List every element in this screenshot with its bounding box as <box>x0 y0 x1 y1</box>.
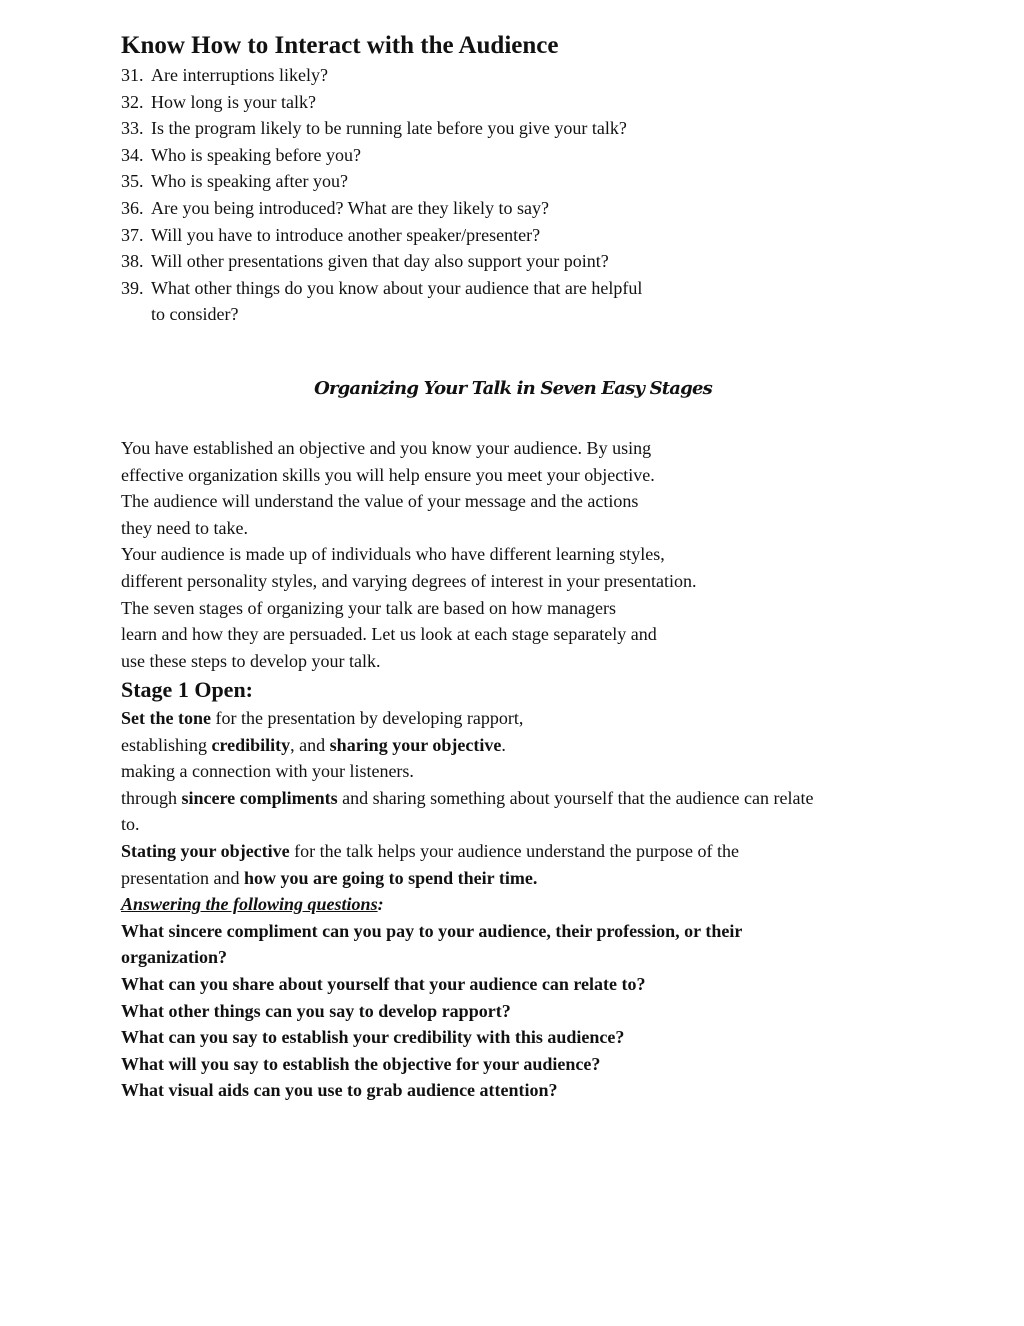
list-item <box>121 62 921 89</box>
item-text: Who is speaking before you? <box>151 144 361 165</box>
bold-phrase: how you are going to spend their time. <box>243 867 538 888</box>
item-text: Are you being introduced? What are they likely to say? <box>151 197 550 218</box>
text-run: , and <box>290 734 330 755</box>
stage-line <box>121 838 921 865</box>
prompt-line: What sincere compliment can you pay to your audience, their profession, or their <box>121 920 743 941</box>
text-run: through <box>121 787 182 808</box>
list-item-continuation: to consider? <box>151 304 239 325</box>
list-item <box>121 168 921 195</box>
answer-colon: : <box>377 894 384 915</box>
item-text: Will other presentations given that day also support your point? <box>151 251 609 272</box>
intro-paragraph <box>121 435 921 674</box>
prompt-line: What other things can you say to develop rapport? <box>121 1000 511 1021</box>
stage-line <box>121 732 921 759</box>
list-item <box>121 275 921 302</box>
item-number: 39. <box>121 277 144 298</box>
paragraph-line: The seven stages of organizing your talk are based on how managers <box>121 597 617 618</box>
bold-phrase: credibility <box>211 734 291 755</box>
bold-phrase: sincere compliments <box>181 787 338 808</box>
item-number: 38. <box>121 251 144 272</box>
answer-label-line <box>121 891 921 918</box>
list-item <box>121 248 921 275</box>
text-run: establishing <box>121 734 212 755</box>
paragraph-line: effective organization skills you will help ensure you meet your objective. <box>121 464 655 485</box>
item-text: How long is your talk? <box>151 91 316 112</box>
list-item <box>121 195 921 222</box>
stage-section <box>121 675 921 1104</box>
stage-heading: Stage 1 Open: <box>121 677 253 702</box>
list-item <box>121 142 921 169</box>
document-page <box>121 30 921 1101</box>
text-run: for the talk helps your audience understand the purpose of the <box>289 840 740 861</box>
prompt-line: What can you share about yourself that your audience can relate to? <box>121 973 646 994</box>
item-number: 37. <box>121 224 144 245</box>
question-list <box>121 62 921 328</box>
item-text: Are interruptions likely? <box>151 65 328 85</box>
bold-phrase: sharing your objective <box>329 734 502 755</box>
section-title: Organizing Your Talk in Seven Easy Stages <box>314 378 712 399</box>
item-text: Who is speaking after you? <box>151 171 348 192</box>
page-heading: Know How to Interact with the Audience <box>121 32 559 59</box>
stage-line <box>121 785 921 812</box>
prompt-line: What can you say to establish your credibility with this audience? <box>121 1027 625 1048</box>
stage-line <box>121 705 921 732</box>
paragraph-line: Your audience is made up of individuals who have different learning styles, <box>121 544 665 565</box>
list-item <box>121 222 921 249</box>
text-run: presentation and <box>121 867 244 888</box>
prompt-line: What will you say to establish the objective for your audience? <box>121 1053 601 1074</box>
item-text: Is the program likely to be running late before you give your talk? <box>151 118 627 139</box>
paragraph-line: they need to take. <box>121 517 248 538</box>
paragraph-line: The audience will understand the value of your message and the actions <box>121 491 639 512</box>
item-text: What other things do you know about your audience that are helpful <box>151 277 643 298</box>
list-item <box>121 115 921 142</box>
paragraph-line: different personality styles, and varying degrees of interest in your presentation. <box>121 570 697 591</box>
answer-label: Answering the following questions <box>121 894 378 915</box>
item-text: Will you have to introduce another speaker/presenter? <box>151 224 541 245</box>
item-number: 31. <box>121 65 144 85</box>
text-run: . <box>501 734 506 755</box>
bold-phrase: Stating your objective <box>121 840 290 861</box>
paragraph-line: learn and how they are persuaded. Let us look at each stage separately and <box>121 624 657 645</box>
item-number: 36. <box>121 197 144 218</box>
text-run: for the presentation by developing rapport, <box>210 708 524 728</box>
paragraph-line: use these steps to develop your talk. <box>121 650 381 671</box>
bold-phrase: Set the tone <box>121 708 211 728</box>
item-number: 34. <box>121 144 144 165</box>
paragraph-line: You have established an objective and you know your audience. By using <box>121 438 652 458</box>
text-run: and sharing something about yourself that the audience can relate <box>337 787 814 808</box>
item-number: 32. <box>121 91 144 112</box>
prompt-line: What visual aids can you use to grab audience attention? <box>121 1080 558 1101</box>
stage-line: to. <box>121 814 140 835</box>
stage-line <box>121 865 921 892</box>
list-item <box>121 89 921 116</box>
item-number: 35. <box>121 171 144 192</box>
prompt-line: organization? <box>121 947 227 968</box>
item-number: 33. <box>121 118 144 139</box>
stage-line: making a connection with your listeners. <box>121 761 414 782</box>
